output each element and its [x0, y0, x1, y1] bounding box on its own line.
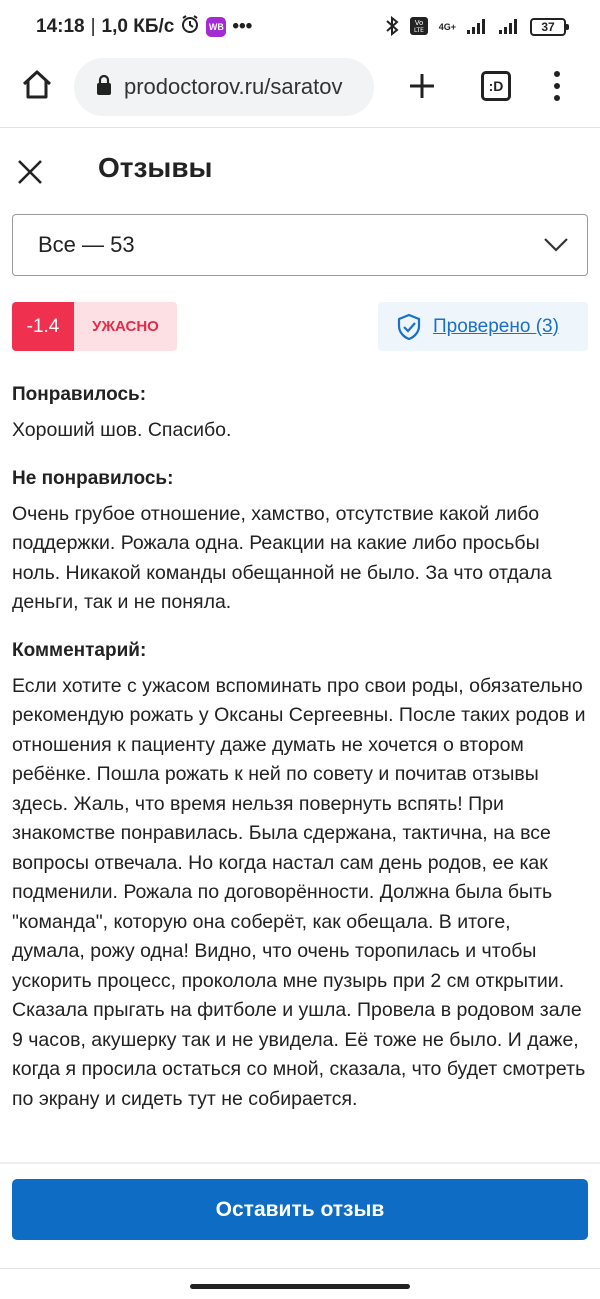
disliked-section [12, 464, 588, 618]
more-notifications-icon: ••• [232, 16, 253, 37]
tabs-button[interactable] [481, 71, 511, 101]
shield-check-icon [395, 313, 423, 341]
status-bar [0, 0, 600, 54]
alarm-icon [180, 14, 200, 40]
content-divider [0, 1162, 600, 1164]
status-time: 14:18 [36, 16, 85, 37]
status-left [36, 14, 252, 40]
home-icon [20, 68, 54, 102]
plus-icon [406, 70, 438, 102]
chevron-down-icon [543, 237, 569, 253]
rating-label: УЖАСНО [74, 302, 177, 351]
verified-badge[interactable] [378, 302, 588, 351]
network-label: 4G+ [438, 22, 456, 32]
address-bar[interactable] [74, 58, 374, 116]
comment-title: Комментарий: [12, 639, 147, 661]
status-speed: 1,0 КБ/с [101, 16, 175, 37]
volte-icon [409, 16, 429, 39]
review-content [12, 380, 588, 1162]
reviews-filter-select[interactable] [12, 214, 588, 276]
gesture-navigation-bar[interactable] [190, 1284, 410, 1289]
browser-toolbar [0, 54, 600, 128]
page-title: Отзывы [98, 152, 213, 183]
status-separator: | [90, 16, 96, 37]
signal-icon-2 [498, 17, 520, 38]
leave-review-button[interactable]: Оставить отзыв [12, 1179, 588, 1240]
status-right [385, 16, 566, 39]
page-header [0, 130, 600, 210]
lock-icon [96, 74, 112, 101]
comment-text: Если хотите с ужасом вспоминать про свои роды, обязательно рекомендую рожать у Оксаны Сергеевны. После таких родов и отношения к пациенту даже думать не хочется о втором ребёнке. Пошла рожать к ней по совету и почитав отзывы здесь. Жаль, что время нельзя повернуть вспять! При знакомстве понравилась. Была сдержана, тактична, на все вопросы отвечала. Но когда настал сам день родов, ее как подменили. Рожала по договорённости. Должна была быть "команда", которую она соберёт, как обещала. В итоге, думала, рожу одна! Видно, что очень торопилась и чтобы ускорить процесс, проколола мне пузырь при 2 см открытии. Сказала прыгать на фитболе и ушла. Провела в родовом зале 9 часов, акушерку так и не увидела. Её тоже не было. И даже, когда я просила остаться со мной, сказала, что будет смотреть по экрану и сидеть тут не собирается. [12, 674, 586, 1110]
svg-text:LTE: LTE [413, 26, 424, 34]
disliked-title: Не понравилось: [12, 467, 174, 489]
close-button[interactable] [16, 158, 44, 186]
liked-text: Хороший шов. Спасибо. [12, 419, 232, 441]
comment-section [12, 636, 588, 1115]
bluetooth-icon [385, 16, 399, 39]
svg-text:Vo: Vo [414, 18, 423, 27]
wb-app-icon: WB [206, 17, 226, 37]
battery-icon: 37 [530, 18, 566, 36]
liked-section [12, 380, 588, 446]
signal-icon-1 [466, 17, 488, 38]
browser-menu-button[interactable] [550, 68, 564, 104]
filter-selected-value: Все — 53 [38, 232, 135, 257]
more-vert-icon [550, 68, 564, 104]
rating-score: -1.4 [12, 302, 74, 351]
verified-link[interactable]: Проверено (3) [433, 315, 559, 337]
disliked-text: Очень грубое отношение, хамство, отсутствие какой либо поддержки. Рожала одна. Реакции на какие либо просьбы ноль. Никакой команды обещанной не было. За что отдала деньги, так и не поняла. [12, 502, 552, 613]
new-tab-button[interactable] [406, 70, 438, 102]
url-text: prodoctorov.ru/saratov [124, 74, 343, 99]
nav-divider [0, 1268, 600, 1269]
liked-title: Понравилось: [12, 384, 147, 405]
tabs-label: :D [488, 78, 504, 94]
home-button[interactable] [20, 68, 54, 102]
rating-badge [12, 302, 177, 351]
close-icon [16, 158, 44, 186]
